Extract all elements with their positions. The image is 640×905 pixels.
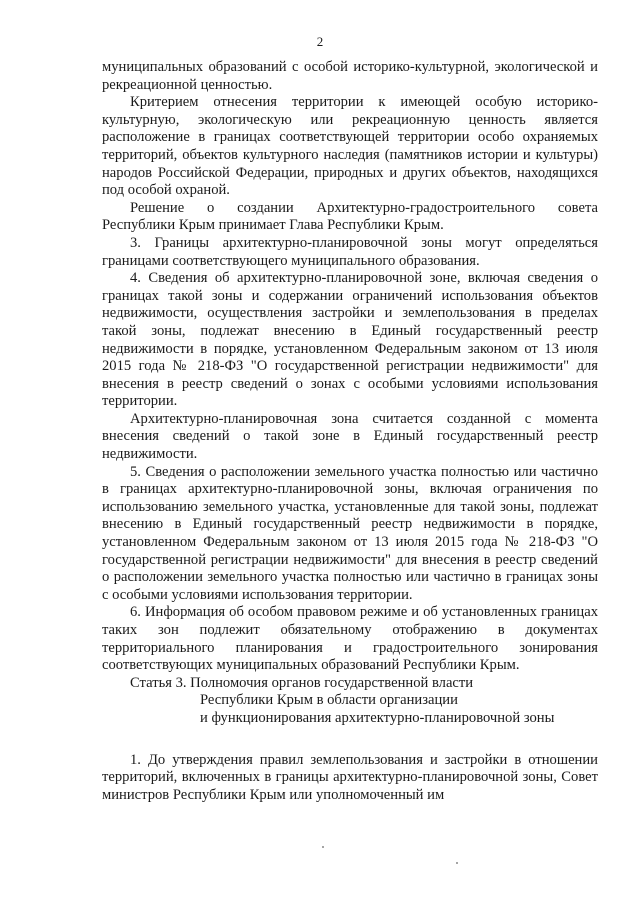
paragraph-clause-5: 5. Сведения о расположении земельного участка полностью или частично в границах архитектурно-планировочной зоны, включая ограничения по использованию земельного участка, установленные для такой зоны, подлежат внесению в Единый государственный реестр недвижимости в порядке, установленном Федеральным законом от 13 июля 2015 года № 218-ФЗ "О государственной регистрации недвижимости" для внесения в реестр сведений о расположении земельного участка полностью или частично в границах зоны с особыми условиями использования территории. [102, 463, 598, 603]
paragraph-clause-6: 6. Информация об особом правовом режиме и об установленных границах таких зон подлежит обязательному отображению в документах территориального планирования и градостроительного зонирования соответствующих муниципальных образований Республики Крым. [102, 604, 598, 674]
scan-speck [322, 846, 324, 848]
article-heading-line-1: Статья 3. Полномочия органов государственной власти [130, 674, 474, 691]
article-heading-line-3: и функционирования архитектурно-планировочной зоны [200, 709, 555, 726]
paragraph-continuation: муниципальных образований с особой историко-культурной, экологической и рекреационной ценностью. [102, 59, 598, 93]
article-3-heading [102, 675, 598, 728]
scan-speck [456, 862, 458, 864]
paragraph-criterion: Критерием отнесения территории к имеющей особую историко-культурную, экологическую или рекреационную ценность является расположение в границах соответствующей территории особо охраняемых территорий, объектов культурного наследия (памятников истории и культуры) народов Российской Федерации, природных и других объектов, находящихся под особой охраной. [102, 94, 598, 199]
paragraph-clause-3: 3. Границы архитектурно-планировочной зоны могут определяться границами соответствующего муниципального образования. [102, 234, 598, 269]
document-body [102, 59, 598, 804]
paragraph-clause-4: 4. Сведения об архитектурно-планировочной зоне, включая сведения о границах такой зоны и содержании ограничений использования объектов недвижимости, осуществления застройки и землепользования в пределах такой зоны, подлежат внесению в Единый государственный реестр недвижимости в порядке, установленном Федеральным законом от 13 июля 2015 года № 218-ФЗ "О государственной регистрации недвижимости" для внесения в реестр сведений о зонах с особыми условиями использования территории. [102, 270, 598, 410]
article-heading-line-2: Республики Крым в области организации [200, 692, 458, 709]
paragraph-article-3-clause-1: 1. До утверждения правил землепользования и застройки в отношении территорий, включенных в границы архитектурно-планировочной зоны, Совет министров Республики Крым или уполномоченный им [102, 751, 598, 803]
paragraph-zone-created: Архитектурно-планировочная зона считается созданной с момента внесения сведений о такой зоне в Единый государственный реестр недвижимости. [102, 410, 598, 463]
paragraph-council-decision: Решение о создании Архитектурно-градостроительного совета Республики Крым принимает Глава Республики Крым. [102, 199, 598, 234]
page-number: 2 [316, 34, 324, 49]
